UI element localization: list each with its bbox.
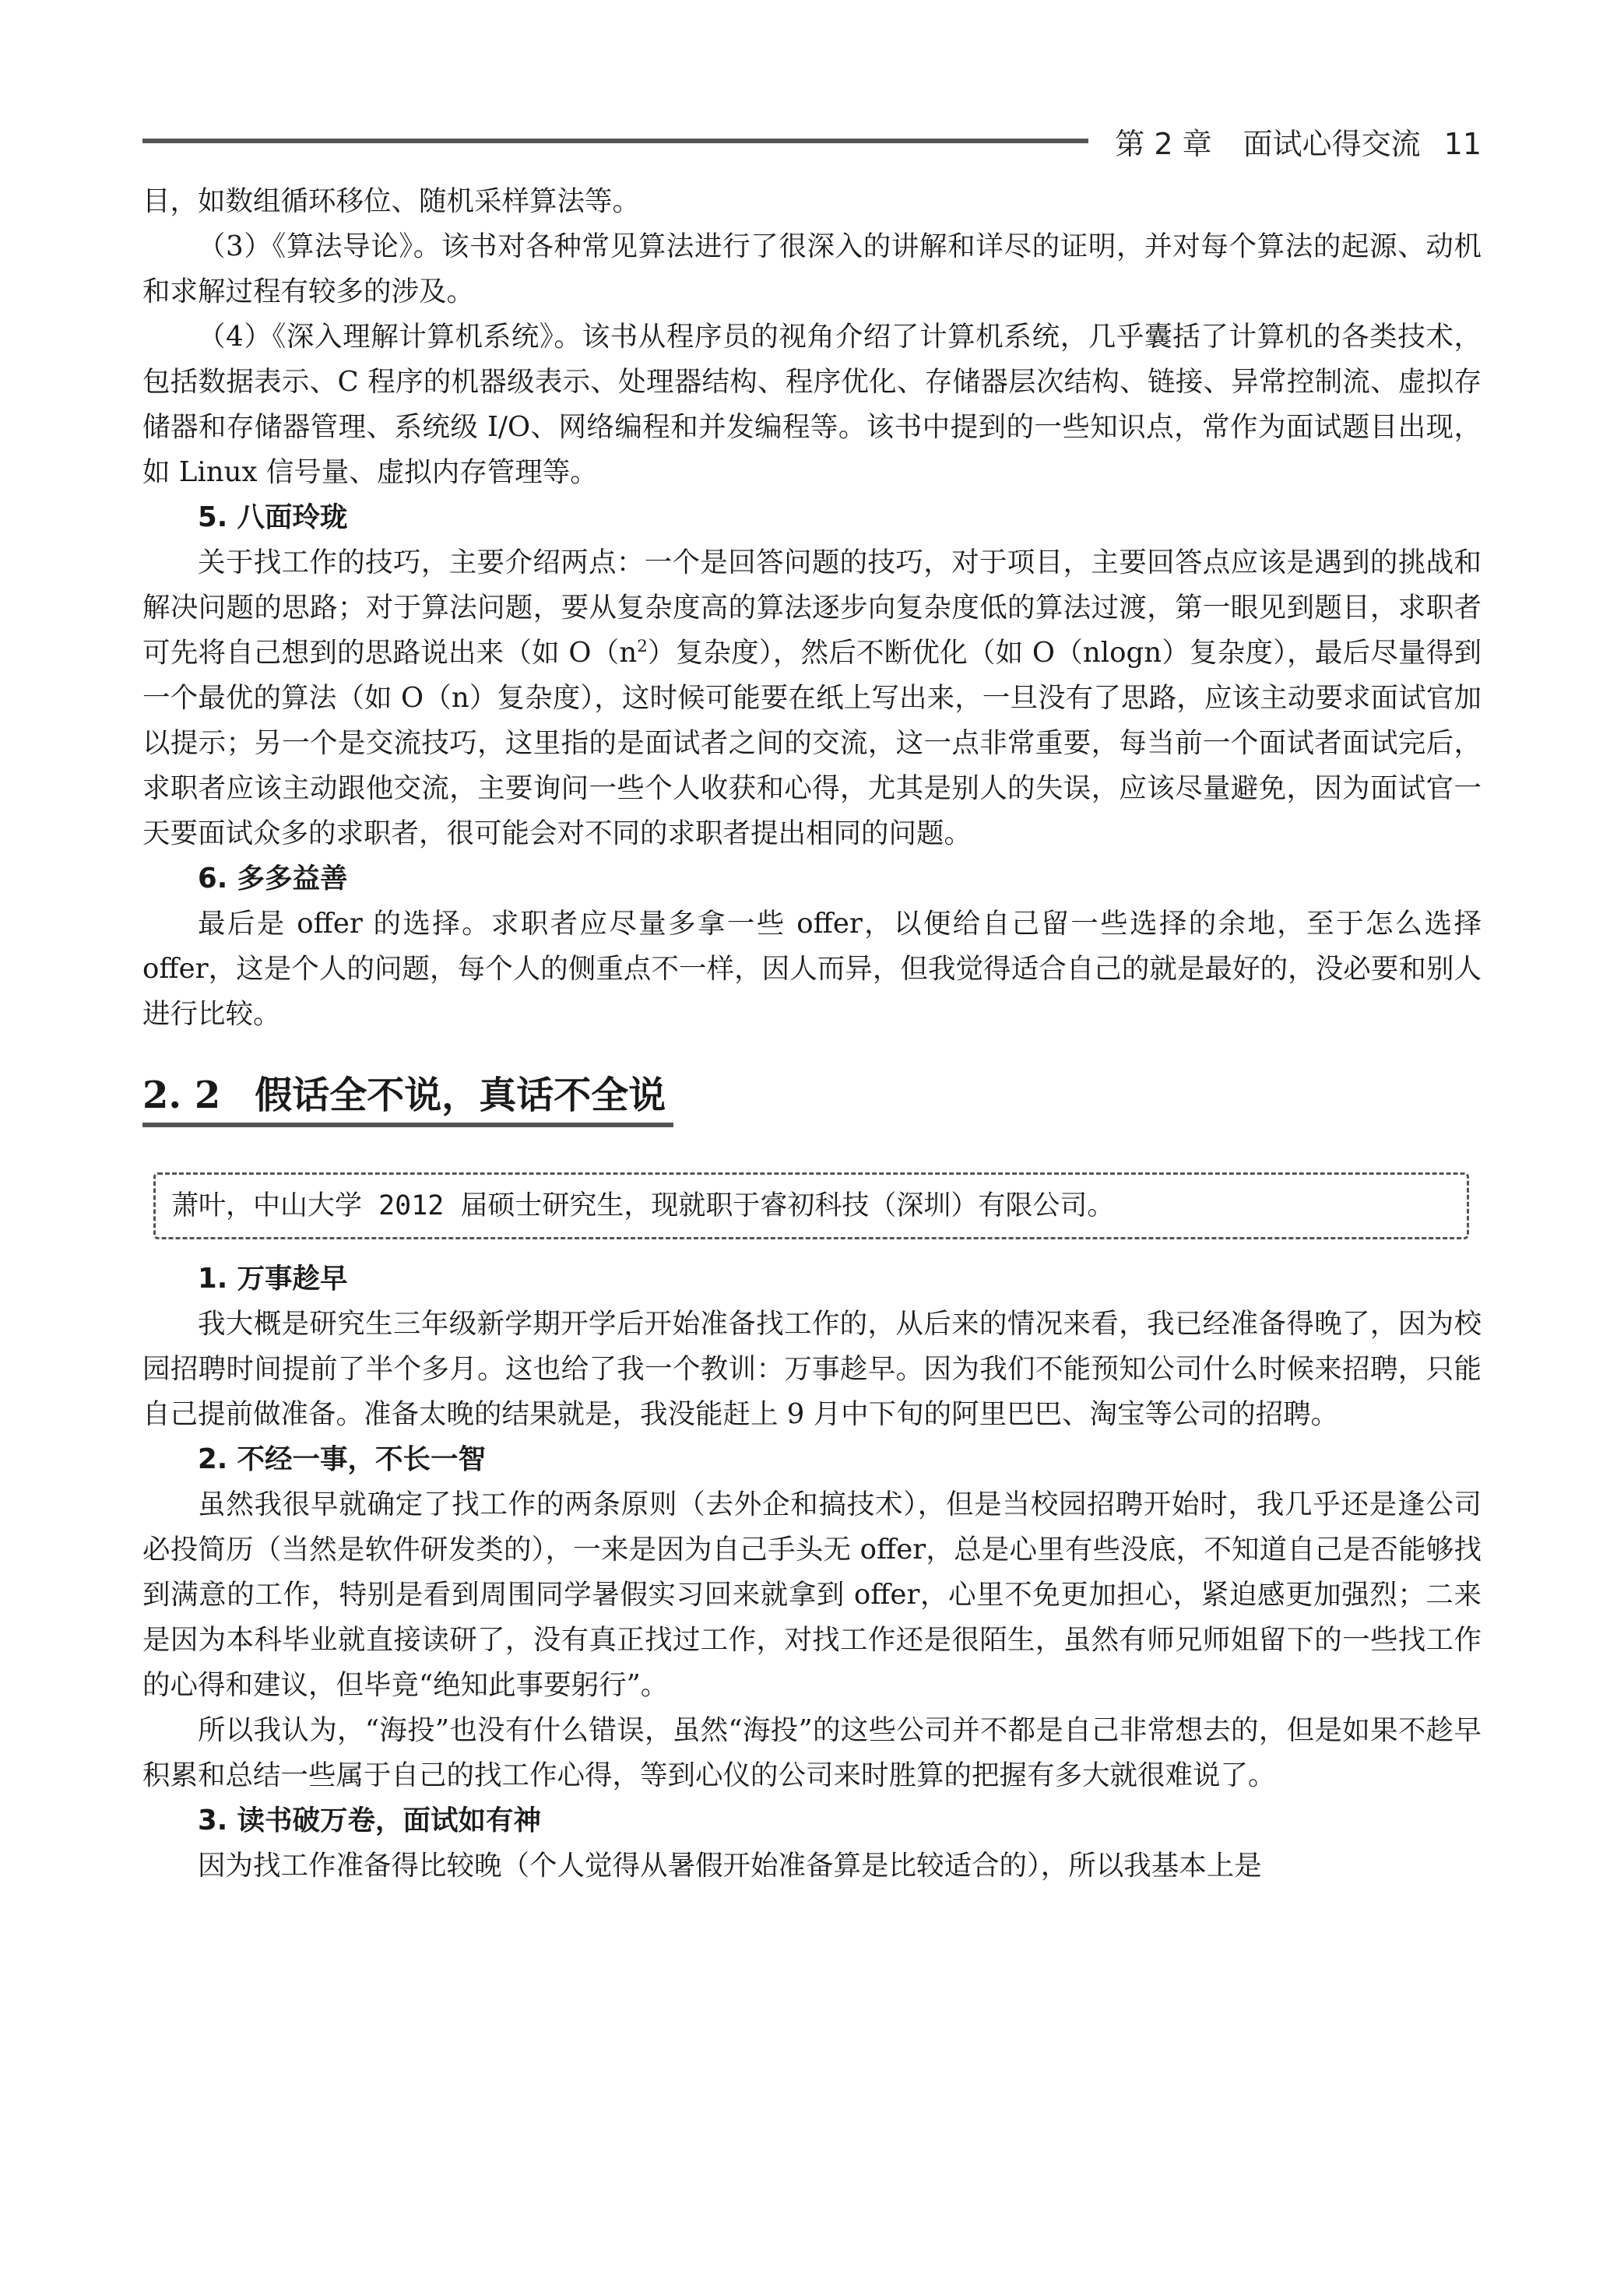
paragraph: 我大概是研究生三年级新学期开学后开始准备找工作的，从后来的情况来看，我已经准备得晚了，因为校园招聘时间提前了半个多月。这也给了我一个教训：万事趁早。因为我们不能预知公司什么时候来招聘，只能自己提前做准备。准备太晚的结果就是，我没能赶上 9 月中下旬的阿里巴巴、淘宝等公司的招聘。 [142,1308,1482,1430]
chapter-label: 第 2 章 [1115,127,1212,161]
paragraph: 最后是 offer 的选择。求职者应尽量多拿一些 offer，以便给自己留一些选择的余地，至于怎么选择 offer，这是个人的问题，每个人的侧重点不一样，因人而异，但我觉得适合自己的就是最好的，没必要和别人进行比较。 [142,908,1482,1030]
running-header [142,115,1489,162]
body-text [142,179,1482,1889]
superscript: 2 [637,637,648,657]
subsection-heading: 2. 不经一事，不长一智 [198,1443,487,1475]
paragraph: 虽然我很早就确定了找工作的两条原则（去外企和搞技术），但是当校园招聘开始时，我几乎还是逢公司必投简历（当然是软件研发类的），一来是因为自己手头无 offer，总是心里有些没底，不知道自己是否能够找到满意的工作，特别是看到周围同学暑假实习回来就拿到 offer，心里不免更加担心，紧迫感更加强烈；二来是因为本科毕业就直接读研了，没有真正找过工作，对找工作还是很陌生，虽然有师兄师姐留下的一些找工作的心得和建议，但毕竟“绝知此事要躬行”。 [142,1488,1482,1701]
subsection-heading: 3. 读书破万卷，面试如有神 [198,1805,542,1836]
chapter-title: 面试心得交流 [1243,127,1421,161]
paragraph [142,540,1482,856]
header-rule [142,139,1088,143]
subsection-heading: 5. 八面玲珑 [198,501,348,533]
section-number: 2. 2 [142,1074,221,1117]
subsection-heading: 1. 万事趁早 [198,1263,348,1295]
subsection-heading: 6. 多多益善 [198,863,348,894]
section-title: 假话全不说，真话不全说 [255,1074,666,1117]
paragraph: 所以我认为，“海投”也没有什么错误，虽然“海投”的这些公司并不都是自己非常想去的，但是如果不趁早积累和总结一些属于自己的找工作心得，等到心仪的公司来时胜算的把握有多大就很难说了。 [142,1714,1482,1791]
paragraph: 因为找工作准备得比较晚（个人觉得从暑假开始准备算是比较适合的），所以我基本上是 [198,1850,1262,1882]
page-number: 11 [1443,127,1482,161]
header-text [1115,120,1482,163]
paragraph: （4）《深入理解计算机系统》。该书从程序员的视角介绍了计算机系统，几乎囊括了计算机的各类技术，包括数据表示、C 程序的机器级表示、处理器结构、程序优化、存储器层次结构、链接、异常控制流、虚拟存储器和存储器管理、系统级 I/O、网络编程和并发编程等。该书中提到的一些知识点，常作为面试题目出现，如 Linux 信号量、虚拟内存管理等。 [142,321,1482,488]
paragraph: （3）《算法导论》。该书对各种常见算法进行了很深入的讲解和详尽的证明，并对每个算法的起源、动机和求解过程有较多的涉及。 [142,230,1482,308]
text-run: ）复杂度），然后不断优化（如 O（nlogn）复杂度），最后尽量得到一个最优的算法（如 O（n）复杂度），这时候可能要在纸上写出来，一旦没有了思路，应该主动要求面试官加以提示；另一个是交流技巧，这里指的是面试者之间的交流，这一点非常重要，每当前一个面试者面试完后，求职者应该主动跟他交流，主要询问一些个人收获和心得，尤其是别人的失误，应该尽量避免，因为面试官一天要面试众多的求职者，很可能会对不同的求职者提出相同的问题。 [142,637,1482,849]
text-run: 关于找工作的技巧，主要介绍两点：一个是回答问题的技巧，对于项目，主要回答点应该是遇到的挑战和解决问题的思路；对于算法问题，要从复杂度高的算法逐步向复杂度低的算法过渡，第一眼见到题目，求职者可先将自己想到的思路说出来（如 O（n [142,547,1482,669]
section-heading [142,1068,673,1127]
paragraph: 目，如数组循环移位、随机采样算法等。 [142,185,641,217]
author-box: 萧叶，中山大学 2012 届硕士研究生，现就职于睿初科技（深圳）有限公司。 [153,1172,1469,1239]
